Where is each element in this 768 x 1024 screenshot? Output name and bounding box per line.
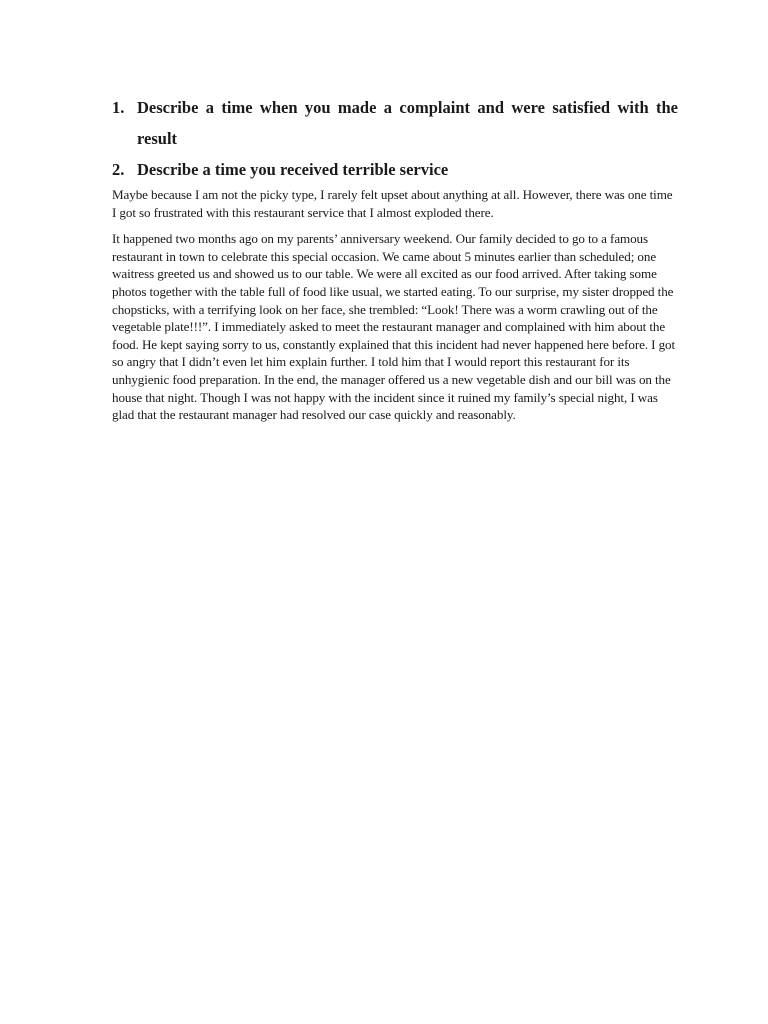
question-text: Describe a time you received terrible service — [137, 160, 449, 179]
question-2 — [112, 154, 678, 185]
question-list — [112, 92, 678, 185]
question-text: Describe a time when you made a complaint and were satisfied with the result — [137, 98, 678, 148]
paragraph-intro: Maybe because I am not the picky type, I rarely felt upset about anything at all. However, there was one time I got so frustrated with this restaurant service that I almost exploded there. — [112, 187, 673, 220]
question-number: 2. — [112, 160, 125, 179]
question-1 — [112, 92, 678, 154]
paragraph-story: It happened two months ago on my parents’ anniversary weekend. Our family decided to go to a famous restaurant in town to celebrate this special occasion. We came about 5 minutes earlier than scheduled; one waitress greeted us and showed us to our table. We were all excited as our food arrived. After taking some photos together with the table full of food like usual, we started eating. To our surprise, my sister dropped the chopsticks, with a terrifying look on her face, she trembled: “Look! There was a worm crawling out of the vegetable plate!!!”. I immediately asked to meet the restaurant manager and complained with him about the food. He kept saying sorry to us, constantly explained that this incident had never happened here before. I got so angry that I didn’t even let him explain further. I told him that I would report this restaurant for its unhygienic food preparation. In the end, the manager offered us a new vegetable dish and our bill was on the house that night. Though I was not happy with the incident since it ruined my family’s special night, I was glad that the restaurant manager had resolved our case quickly and reasonably. — [112, 231, 676, 423]
question-number: 1. — [112, 98, 125, 117]
answer-body — [112, 186, 678, 433]
